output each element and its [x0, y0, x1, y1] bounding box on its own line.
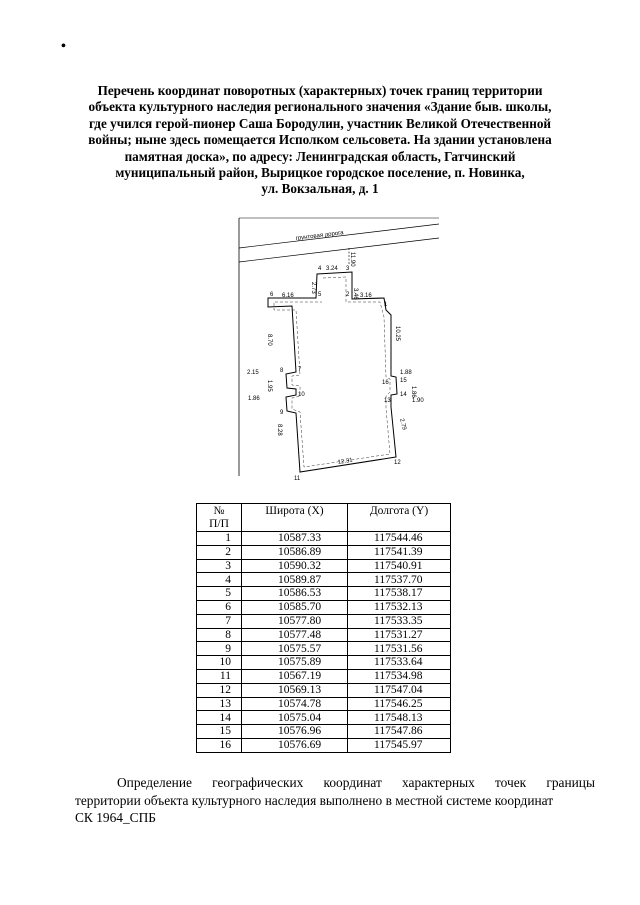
cell-longitude: 117546.25 — [348, 697, 451, 711]
point-label: 14 — [400, 392, 407, 398]
cell-longitude: 117547.04 — [348, 683, 451, 697]
table-row — [197, 711, 451, 725]
cell-number: 2 — [197, 545, 242, 559]
cell-latitude: 10574.78 — [242, 697, 348, 711]
document-title — [70, 83, 570, 198]
cell-latitude: 10576.96 — [242, 725, 348, 739]
title-line: войны; ныне здесь помещается Исполком сельсовета. На здании установлена — [88, 132, 552, 148]
cell-latitude: 10585.70 — [242, 600, 348, 614]
point-label: 3 — [346, 266, 350, 272]
point-label: 16 — [382, 380, 389, 386]
paragraph-word: характерных — [402, 775, 475, 790]
point-label: 12 — [394, 460, 401, 466]
title-line: ул. Вокзальная, д. 1 — [261, 181, 379, 197]
dimension-label: 2.73 — [310, 282, 316, 294]
cell-latitude: 10577.80 — [242, 614, 348, 628]
dimension-label: 6.16 — [282, 293, 294, 299]
cell-number: 16 — [197, 738, 242, 752]
point-label: 7 — [298, 367, 302, 373]
table-row — [197, 614, 451, 628]
cell-latitude: 10577.48 — [242, 628, 348, 642]
dimension-label: 3.16 — [360, 293, 372, 299]
dimension-label: 3.46 — [352, 288, 358, 300]
column-header-longitude: Долгота (Y) — [348, 504, 451, 532]
dimension-label: 1.95 — [266, 380, 272, 392]
cell-longitude: 117547.86 — [348, 725, 451, 739]
paragraph-word: границы — [546, 775, 595, 790]
cell-number: 7 — [197, 614, 242, 628]
method-paragraph — [75, 774, 595, 827]
table-row — [197, 725, 451, 739]
cell-number: 4 — [197, 573, 242, 587]
header-line: П/П — [209, 517, 229, 530]
title-line: где учился герой-пионер Саша Бородулин, участник Великой Отечественной — [88, 115, 552, 131]
point-label: 11 — [294, 476, 301, 482]
cell-latitude: 10575.57 — [242, 642, 348, 656]
table-row — [197, 587, 451, 601]
cell-number: 15 — [197, 725, 242, 739]
coordinates-table — [196, 503, 451, 753]
dimension-label: 1.88 — [400, 370, 412, 376]
dimension-label: 11.90 — [349, 252, 355, 267]
table-row — [197, 628, 451, 642]
cell-longitude: 117541.39 — [348, 545, 451, 559]
cell-number: 13 — [197, 697, 242, 711]
cell-longitude: 117531.56 — [348, 642, 451, 656]
dimension-label: 1.86 — [248, 396, 260, 402]
cell-number: 12 — [197, 683, 242, 697]
cell-latitude: 10586.89 — [242, 545, 348, 559]
table-row — [197, 600, 451, 614]
point-label: 15 — [400, 378, 407, 384]
cell-latitude: 10567.19 — [242, 669, 348, 683]
site-plan-drawing — [234, 214, 444, 484]
table-row — [197, 669, 451, 683]
cell-number: 9 — [197, 642, 242, 656]
cell-latitude: 10586.53 — [242, 587, 348, 601]
cell-latitude: 10589.87 — [242, 573, 348, 587]
paragraph-line: территории объекта культурного наследия выполнено в местной системе координат — [75, 792, 554, 808]
point-label: 8 — [280, 368, 284, 374]
cell-longitude: 117533.35 — [348, 614, 451, 628]
paragraph-word: координат — [323, 775, 382, 790]
cell-longitude: 117531.27 — [348, 628, 451, 642]
page-mark: • — [61, 39, 66, 54]
header-line: № — [213, 505, 225, 517]
table-row — [197, 656, 451, 670]
title-line: объекта культурного наследия регионального значения «Здание быв. школы, — [88, 99, 552, 115]
point-label: 9 — [280, 410, 284, 416]
cell-latitude: 10590.32 — [242, 559, 348, 573]
cell-number: 10 — [197, 656, 242, 670]
cell-longitude: 117537.70 — [348, 573, 451, 587]
cell-latitude: 10587.33 — [242, 532, 348, 546]
table-row — [197, 573, 451, 587]
cell-number: 1 — [197, 532, 242, 546]
dimension-label: 1.90 — [412, 398, 424, 404]
dimension-label: 1.86 — [410, 386, 416, 398]
paragraph-word: точек — [494, 775, 527, 790]
cell-longitude: 117540.91 — [348, 559, 451, 573]
title-line: Перечень координат поворотных (характерных) точек границ территории — [97, 83, 543, 98]
cell-latitude: 10575.04 — [242, 711, 348, 725]
cell-number: 11 — [197, 669, 242, 683]
table-header-row — [197, 504, 451, 532]
dimension-label: 2.79 — [398, 417, 407, 431]
dimension-label: 3.24 — [326, 266, 338, 272]
paragraph-line: СК 1964_СПБ — [75, 810, 156, 825]
cell-number: 6 — [197, 600, 242, 614]
cell-longitude: 117533.64 — [348, 656, 451, 670]
title-line: муниципальный район, Вырицкое городское поселение, п. Новинка, — [115, 165, 525, 181]
cell-latitude: 10569.13 — [242, 683, 348, 697]
table-row — [197, 683, 451, 697]
cell-number: 3 — [197, 559, 242, 573]
point-label: 6 — [270, 292, 274, 298]
point-label: 2 — [346, 292, 350, 298]
cell-longitude: 117534.98 — [348, 669, 451, 683]
title-line: памятная доска», по адресу: Ленинградская область, Гатчинский — [124, 148, 516, 164]
road-label: грунтовая дорога — [295, 230, 344, 242]
cell-longitude: 117544.46 — [348, 532, 451, 546]
cell-longitude: 117538.17 — [348, 587, 451, 601]
cell-number: 8 — [197, 628, 242, 642]
table-row — [197, 642, 451, 656]
cell-number: 5 — [197, 587, 242, 601]
dimension-label: 2.15 — [247, 370, 259, 376]
cell-longitude: 117548.13 — [348, 711, 451, 725]
column-header-latitude: Широта (X) — [242, 504, 348, 532]
dimension-label: 8.28 — [276, 424, 282, 436]
table-row — [197, 532, 451, 546]
column-header-number — [197, 504, 242, 532]
paragraph-line — [75, 774, 595, 792]
dimension-label: 10.25 — [394, 326, 400, 342]
cell-number: 14 — [197, 711, 242, 725]
table-row — [197, 545, 451, 559]
table-row — [197, 559, 451, 573]
cell-longitude: 117545.97 — [348, 738, 451, 752]
point-label: 5 — [318, 292, 322, 298]
cell-latitude: 10575.89 — [242, 656, 348, 670]
paragraph-word: Определение — [117, 775, 192, 790]
table-row — [197, 697, 451, 711]
point-label: 4 — [318, 266, 322, 272]
point-label: 10 — [298, 392, 305, 398]
paragraph-word: географических — [212, 775, 304, 790]
cell-longitude: 117532.13 — [348, 600, 451, 614]
table-row — [197, 738, 451, 752]
cell-latitude: 10576.69 — [242, 738, 348, 752]
point-label: 13 — [384, 398, 391, 404]
dimension-label: 8.70 — [266, 334, 272, 346]
point-label: 1 — [384, 302, 388, 308]
dimension-label: 12.31 — [337, 457, 354, 466]
